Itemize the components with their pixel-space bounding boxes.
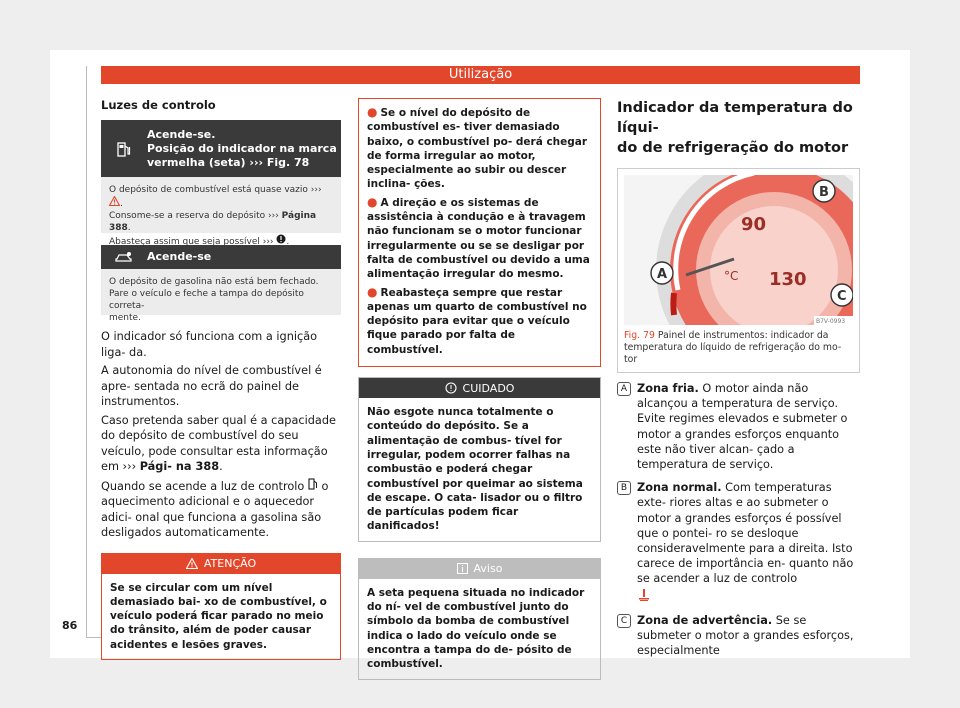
- caution-box: [358, 377, 601, 542]
- capacity-text: Caso pretenda saber qual é a capacidade do depósito de combustível do seu veículo, pode consultar esta informação em ›››: [101, 413, 336, 473]
- zone-item-b: [617, 480, 860, 605]
- zone-text: O motor ainda não alcançou a temperatura de serviço. Evite regimes elevados e submeter o motor a grandes esforços enquanto este não tiver alcan- çado a temperatura de serviço.: [637, 382, 848, 472]
- gauge-label-90: 90: [741, 214, 767, 235]
- chapter-header: Utilização: [101, 66, 860, 84]
- caution-circle-icon: [445, 382, 457, 394]
- info-circle-icon: [276, 234, 286, 244]
- gauge-label-130: 130: [769, 269, 807, 290]
- zone-text: Com temperaturas exte- riores altas e ao submeter o motor a grandes esforços é possível que o pontei- ro se desloque consideravelmente para a direita. Isto carece de importância en- quanto não se acender a luz de controlo: [637, 481, 854, 586]
- section-title: Luzes de controlo: [101, 98, 216, 112]
- zone-label: A: [617, 382, 631, 396]
- note-title: Aviso: [473, 562, 503, 576]
- warning-bullets-box: [358, 98, 601, 367]
- bullet-item: ● A direção e os sistemas de assistência à condução e à travagem não funcionam se o motor funcionar irregularmente ou se se desligar por falta de combustível ou devido a uma alimentação irregular do mesmo.: [367, 194, 590, 281]
- coolant-temperature-icon: [637, 589, 651, 601]
- bullet-text: A direção e os sistemas de assistência à condução e à travagem não funcionam se o motor funcionar irregularmente ou se se desligar por falta de combustível ou devido a uma alimentação irregular do mesmo.: [367, 196, 590, 281]
- figure-caption: [624, 330, 853, 366]
- paragraph-heater: [101, 478, 341, 541]
- lamp1-head-line1: Acende-se.: [147, 127, 216, 141]
- heater-text-1: Quando se acende a luz de controlo: [101, 479, 308, 493]
- zone-label: C: [617, 614, 631, 628]
- lamp2-head: Acende-se: [147, 250, 212, 263]
- bullet-item: ● Se o nível do depósito de combustível es- tiver demasiado baixo, o combustível po- derá chegar de forma irregular ao motor, especialmente ao subir ou descer inclina- ções.: [367, 105, 588, 191]
- figure-box: [617, 168, 860, 373]
- figure-number: Fig. 79: [624, 330, 655, 341]
- warning-box: [101, 553, 341, 660]
- heater-text-2: o aquecimento adicional e o aquecedor adici- onal que funciona a gasolina são desligados automaticamente.: [101, 479, 329, 539]
- car-fuel-cap-icon: [101, 251, 147, 263]
- page-reference-link[interactable]: Página 388: [109, 211, 317, 233]
- warning-body: Se se circular com um nível demasiado bai- xo de combustível, o veículo poderá ficar parado no meio do trânsito, além de poder causar acidentes e lesões graves.: [110, 581, 327, 651]
- margin-line: [86, 66, 87, 638]
- page-reference-link[interactable]: Pági- na 388: [139, 460, 220, 473]
- heading-line1: Indicador da temperatura do líqui-: [617, 100, 853, 136]
- paragraph-autonomy: A autonomia do nível de combustível é apre- sentada no ecrã do painel de instrumentos.: [101, 364, 322, 408]
- warning-header: [102, 554, 340, 574]
- zone-title: Zona normal.: [637, 481, 722, 495]
- paragraph-capacity: [101, 413, 341, 475]
- heading-line2: do de refrigeração do motor: [617, 140, 849, 156]
- lamp1-body-line3: Abasteça assim que seja possível ›››: [109, 237, 274, 247]
- fuel-pump-icon: [308, 478, 318, 490]
- lamp1-head-line2: Posição do indicador na marca: [147, 141, 337, 155]
- fuel-pump-icon: [101, 141, 147, 157]
- caution-body: Não esgote nunca totalmente o conteúdo do depósito. Se a alimentação de combus- tível for irregular, podem ocorrer falhas na combustão e poderá chegar combustível por queimar ao sistema de escape. O cata- lisador ou o filtro de partículas podem ficar danificados!: [367, 406, 583, 533]
- coolant-gauge-figure: [624, 175, 853, 325]
- lamp-body-cap: [101, 269, 341, 323]
- column-3: [617, 98, 860, 658]
- figure-code: B7V-0993: [816, 318, 846, 325]
- note-body: A seta pequena situada no indicador do ní- vel de combustível junto do símbolo da bomba de combustível indica o lado do veículo onde se encontra a tampa do de- pósito de combustível.: [367, 586, 585, 671]
- margin-line-bottom: [86, 637, 101, 638]
- svg-text:°C: °C: [724, 269, 739, 283]
- info-square-icon: [457, 563, 468, 574]
- bullet-text: Se o nível do depósito de combustível es- tiver demasiado baixo, o combustível po- derá chegar de forma irregular ao motor, especialmente ao subir ou descer inclina- ções.: [367, 107, 588, 191]
- capacity-end: .: [219, 460, 223, 473]
- figure-label-b: B: [819, 185, 829, 200]
- section-heading: [617, 98, 860, 158]
- paragraph-ignition: O indicador só funciona com a ignição liga- da.: [101, 330, 318, 359]
- zone-label: B: [617, 481, 631, 495]
- zone-title: Zona de advertência.: [637, 613, 773, 627]
- caution-title: CUIDADO: [462, 381, 515, 395]
- figure-label-c: C: [837, 289, 847, 304]
- column-1: [101, 98, 341, 660]
- note-box: [358, 558, 601, 680]
- zone-title: Zona fria.: [637, 382, 699, 395]
- warning-triangle-icon: [109, 196, 120, 206]
- zone-item-c: [617, 613, 860, 659]
- lamp1-body-line2: Consome-se a reserva do depósito ›››: [109, 211, 282, 221]
- lamp-body-fuel: O depósito de combustível está quase vazio ››› . Consome-se a reserva do depósito ››› Página 388. Abasteça assim que seja possível ››› .: [101, 177, 341, 233]
- lamp2-body-line1: O depósito de gasolina não está bem fechado.: [109, 277, 319, 287]
- lamp-header-fuel: [101, 120, 341, 177]
- lamp2-body-line3: mente.: [109, 313, 141, 323]
- page-number: 86: [62, 619, 78, 632]
- zone-item-a: [617, 381, 860, 472]
- warning-triangle-icon: [186, 558, 198, 569]
- column-2: [358, 98, 601, 680]
- zone-text: Se se submeter o motor a grandes esforços, especialmente: [637, 613, 854, 658]
- warning-title: ATENÇÃO: [203, 557, 257, 570]
- bullet-item: ● Reabasteça sempre que restar apenas um quarto de combustível no depósito para evitar que o veículo fique parado por falta de combustível.: [367, 284, 587, 356]
- figure-label-a: A: [657, 267, 668, 282]
- lamp2-body-line2: Pare o veículo e feche a tampa do depósito correta-: [109, 289, 304, 311]
- figure-caption-text: Painel de instrumentos: indicador da temperatura do líquido de refrigeração do mo- tor: [624, 330, 842, 365]
- bullet-text: Reabasteça sempre que restar apenas um quarto de combustível no depósito para evitar que o veículo fique parado por falta de combustível.: [367, 286, 587, 356]
- note-header: [359, 559, 600, 579]
- caution-header: [359, 378, 600, 398]
- lamp1-body-line1: O depósito de combustível está quase vazio ›››: [109, 185, 322, 195]
- lamp-header-cap: [101, 245, 341, 269]
- lamp1-head-line3: vermelha (seta) ››› Fig. 78: [147, 155, 310, 169]
